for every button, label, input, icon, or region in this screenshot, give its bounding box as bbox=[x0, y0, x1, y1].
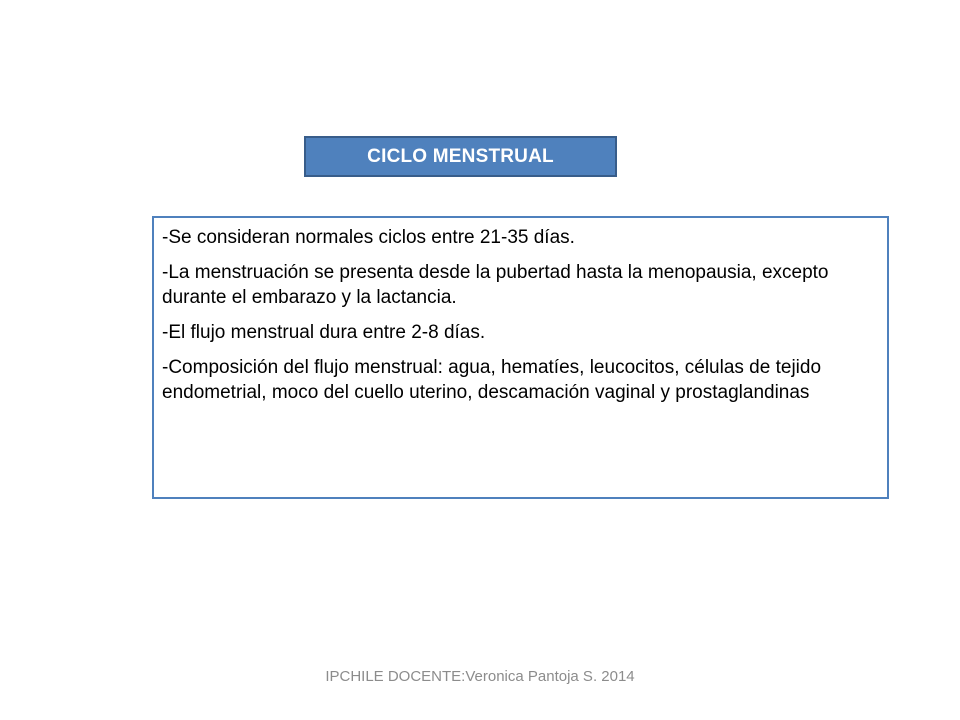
bullet-flow-composition: -Composición del flujo menstrual: agua, hematíes, leucocitos, células de tejido endometrial, moco del cuello uterino, descamación vaginal y prostaglandinas bbox=[162, 357, 822, 403]
bullet-menstruation-period: -La menstruación se presenta desde la pubertad hasta la menopausia, excepto durante el embarazo y la lactancia. bbox=[162, 262, 829, 308]
bullet-flow-duration: -El flujo menstrual dura entre 2-8 días. bbox=[162, 322, 486, 343]
content-text-box bbox=[152, 216, 889, 499]
slide-title-text: CICLO MENSTRUAL bbox=[367, 145, 554, 167]
bullet-cycle-length: -Se consideran normales ciclos entre 21-35 días. bbox=[162, 227, 575, 248]
footer-credit: IPCHILE DOCENTE:Veronica Pantoja S. 2014 bbox=[325, 668, 635, 685]
slide-title bbox=[304, 136, 617, 177]
